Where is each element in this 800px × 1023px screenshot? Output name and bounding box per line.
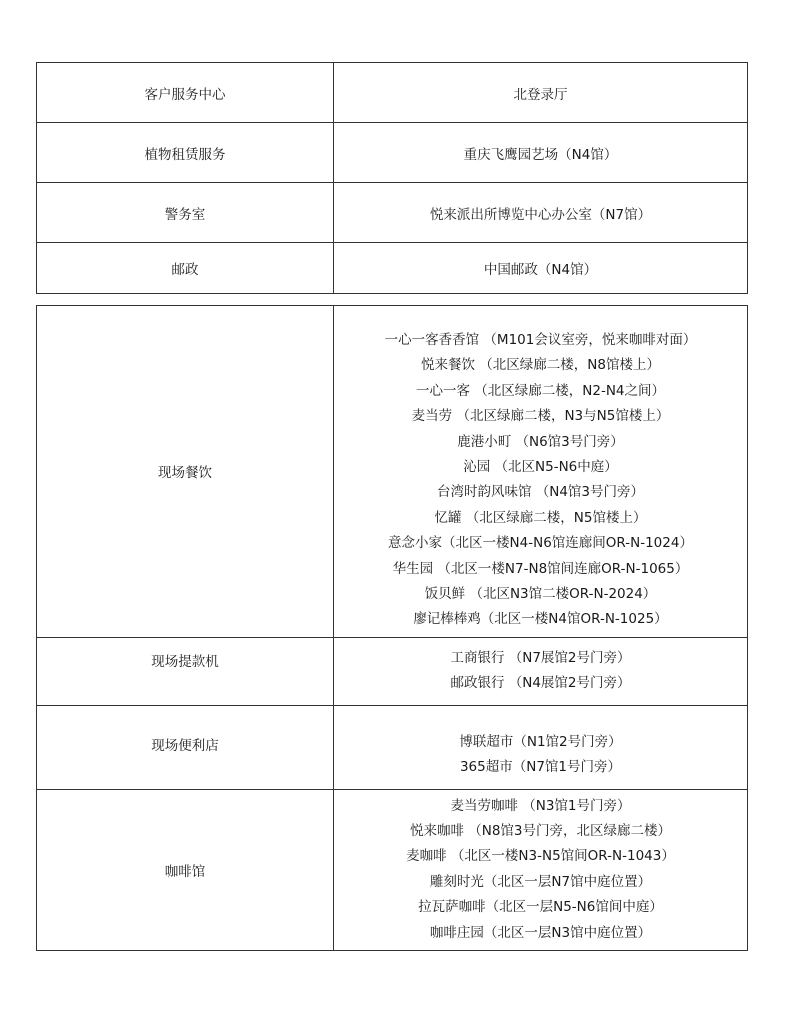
service-location: 中国邮政（N4馆） [334, 243, 748, 294]
category-label: 现场餐饮 [37, 306, 334, 638]
list-item: 博联超市（N1馆2号门旁） [459, 733, 622, 750]
list-item: 华生园 （北区一楼N7-N8馆间连廊OR-N-1065） [392, 560, 689, 577]
list-item: 麦当劳咖啡 （N3馆1号门旁） [450, 797, 631, 814]
service-location: 重庆飞鹰园艺场（N4馆） [334, 123, 748, 183]
services-table [36, 62, 748, 294]
service-label: 植物租赁服务 [37, 123, 334, 183]
list-item: 邮政银行 （N4展馆2号门旁） [450, 675, 631, 692]
list-item: 悦来咖啡 （N8馆3号门旁，北区绿廊二楼） [409, 822, 672, 839]
list-item: 咖啡庄园（北区一层N3馆中庭位置） [429, 924, 652, 941]
dining-list [334, 306, 748, 638]
list-item: 鹿港小町 （N6馆3号门旁） [457, 433, 624, 450]
table-row [37, 63, 748, 123]
table-row [37, 705, 748, 789]
category-label: 咖啡馆 [37, 789, 334, 950]
atm-list [334, 637, 748, 705]
table-row [37, 123, 748, 183]
list-item: 拉瓦萨咖啡（北区一层N5-N6馆间中庭） [418, 899, 663, 916]
list-item: 忆罐 （北区绿廊二楼，N5馆楼上） [434, 509, 647, 526]
table-row [37, 306, 748, 638]
table-row [37, 637, 748, 705]
table-row [37, 243, 748, 294]
table-row [37, 183, 748, 243]
list-item: 365超市（N7馆1号门旁） [459, 759, 622, 776]
amenities-table [36, 305, 748, 951]
service-label: 邮政 [37, 243, 334, 294]
list-item: 一心一客香香馆 （M101会议室旁，悦来咖啡对面） [384, 332, 697, 348]
list-item: 麦当劳 （北区绿廊二楼，N3与N5馆楼上） [411, 408, 670, 425]
service-label: 客户服务中心 [37, 63, 334, 123]
list-item: 一心一客 （北区绿廊二楼，N2-N4之间） [415, 382, 666, 399]
service-label: 警务室 [37, 183, 334, 243]
list-item: 沁园 （北区N5-N6中庭） [463, 459, 618, 476]
list-item: 台湾时韵风味馆 （N4馆3号门旁） [436, 484, 645, 501]
table-row [37, 789, 748, 950]
list-item: 廖记棒棒鸡（北区一楼N4馆OR-N-1025） [413, 611, 668, 628]
store-list [334, 705, 748, 789]
list-item: 饭贝鲜 （北区N3馆二楼OR-N-2024） [424, 586, 657, 603]
list-item: 麦咖啡 （北区一楼N3-N5馆间OR-N-1043） [406, 848, 675, 865]
list-item: 雕刻时光（北区一层N7馆中庭位置） [429, 873, 652, 890]
category-label: 现场提款机 [37, 637, 334, 705]
list-item: 意念小家（北区一楼N4-N6馆连廊间OR-N-1024） [388, 535, 693, 552]
service-location: 北登录厅 [334, 63, 748, 123]
service-location: 悦来派出所博览中心办公室（N7馆） [334, 183, 748, 243]
list-item: 工商银行 （N7展馆2号门旁） [450, 649, 631, 666]
cafe-list [334, 789, 748, 950]
list-item: 悦来餐饮 （北区绿廊二楼，N8馆楼上） [421, 357, 660, 374]
category-label: 现场便利店 [37, 705, 334, 789]
